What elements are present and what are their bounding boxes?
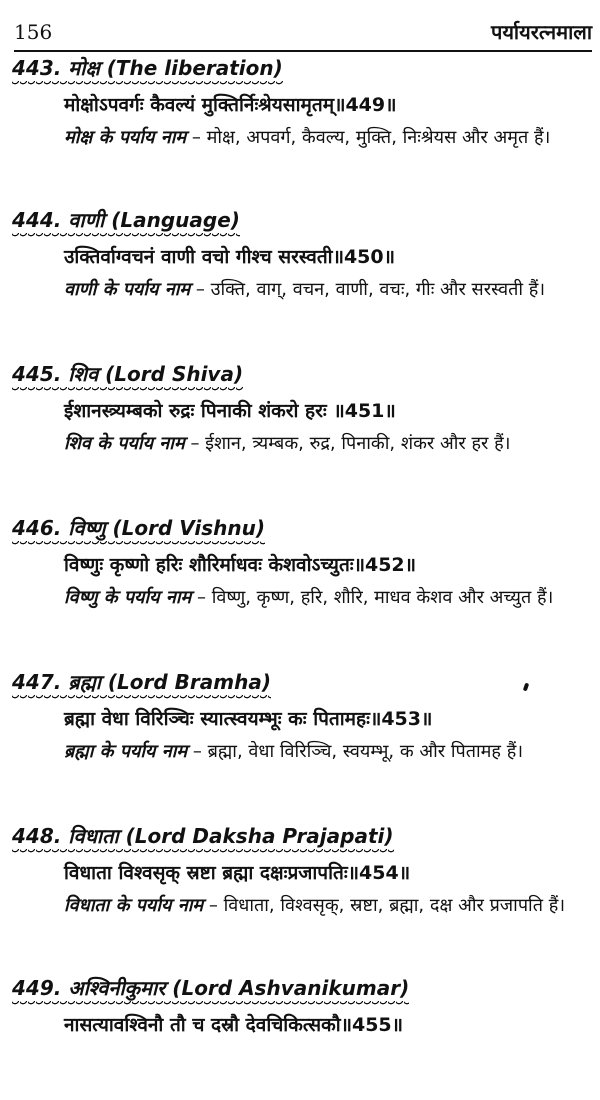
synonyms-label: विधाता के पर्याय नाम xyxy=(64,895,204,916)
synonyms-paragraph xyxy=(64,429,590,459)
entry-heading-text: 448. विधाता (Lord Daksha Prajapati) xyxy=(12,824,394,848)
wavy-underline xyxy=(12,387,243,393)
synonyms-label: शिव के पर्याय नाम xyxy=(64,433,185,454)
running-title: पर्यायरत्नमाला xyxy=(490,20,592,44)
wavy-underline xyxy=(12,1001,409,1007)
entry-heading xyxy=(12,206,240,239)
synonyms-paragraph xyxy=(64,583,590,613)
entry-heading-text: 445. शिव (Lord Shiva) xyxy=(12,362,244,386)
verse-line: उक्तिर्वाग्वचनं वाणी वचो गीश्च सरस्वती॥450॥ xyxy=(64,246,395,268)
synonyms-text: – मोक्ष, अपवर्ग, कैवल्य, मुक्ति, निःश्रेयस और अमृत हैं। xyxy=(186,127,551,148)
entry xyxy=(0,514,600,668)
synonyms-paragraph xyxy=(64,123,590,153)
synonyms-label: मोक्ष के पर्याय नाम xyxy=(64,127,187,148)
synonyms-text: – उक्ति, वाग्, वचन, वाणी, वचः, गीः और सरस्वती हैं। xyxy=(190,279,546,300)
entry-heading xyxy=(12,668,271,701)
verse-line: विष्णुः कृष्णो हरिः शौरिर्माधवः केशवोऽच्युतः॥452॥ xyxy=(64,554,417,576)
entry-heading-text: 446. विष्णु (Lord Vishnu) xyxy=(12,516,265,540)
synonyms-text: – ब्रह्मा, वेधा विरिञ्चि, स्वयम्भू, क और पितामह हैं। xyxy=(187,741,524,762)
synonyms-paragraph xyxy=(64,275,590,305)
entry-heading-text: 444. वाणी (Language) xyxy=(12,208,240,232)
entry xyxy=(0,974,600,1054)
verse-line: विधाता विश्वसृक् स्रष्टा ब्रह्मा दक्षःप्रजापतिः॥454॥ xyxy=(64,862,411,884)
synonyms-label: वाणी के पर्याय नाम xyxy=(64,279,191,300)
entry xyxy=(0,54,600,206)
entry-heading xyxy=(12,974,409,1007)
synonyms-label: विष्णु के पर्याय नाम xyxy=(64,587,192,608)
entry xyxy=(0,668,600,822)
synonyms-text: – ईशान, त्र्यम्बक, रुद्र, पिनाकी, शंकर और हर हैं। xyxy=(184,433,511,454)
entry xyxy=(0,360,600,514)
synonyms-text: – विष्णु, कृष्ण, हरि, शौरि, माधव केशव और अच्युत हैं। xyxy=(191,587,554,608)
synonyms-text: – विधाता, विश्वसृक्, स्रष्टा, ब्रह्मा, दक्ष और प्रजापति हैं। xyxy=(203,895,566,916)
synonyms-paragraph xyxy=(64,891,590,921)
entry-heading-text: 449. अश्विनीकुमार (Lord Ashvanikumar) xyxy=(12,976,410,1000)
wavy-underline xyxy=(12,695,271,701)
entry-heading-text: 447. ब्रह्मा (Lord Bramha) xyxy=(12,670,271,694)
entry-heading xyxy=(12,822,394,855)
verse-line: ब्रह्मा वेधा विरिञ्चिः स्यात्स्वयम्भूः कः पितामहः॥453॥ xyxy=(64,708,433,730)
entry-list xyxy=(0,54,600,1054)
wavy-underline xyxy=(12,81,283,87)
entry-heading xyxy=(12,54,283,87)
page-header xyxy=(14,22,592,52)
verse-line: नासत्यावश्विनौ तौ च दस्रौ देवचिकित्सकौ॥455॥ xyxy=(64,1014,404,1036)
entry-heading-text: 443. मोक्ष (The liberation) xyxy=(12,56,283,80)
wavy-underline xyxy=(12,849,394,855)
entry-heading xyxy=(12,514,265,547)
page-number: 156 xyxy=(14,20,53,44)
wavy-underline xyxy=(12,233,240,239)
synonyms-label: ब्रह्मा के पर्याय नाम xyxy=(64,741,188,762)
synonyms-paragraph xyxy=(64,737,590,767)
wavy-underline xyxy=(12,541,265,547)
entry xyxy=(0,206,600,360)
entry-heading xyxy=(12,360,243,393)
verse-line: ईशानस्त्र्यम्बको रुद्रः पिनाकी शंकरो हरः ॥451॥ xyxy=(64,400,396,422)
verse-line: मोक्षोऽपवर्गः कैवल्यं मुक्तिर्निःश्रेयसामृतम्॥449॥ xyxy=(64,94,397,116)
entry xyxy=(0,822,600,974)
